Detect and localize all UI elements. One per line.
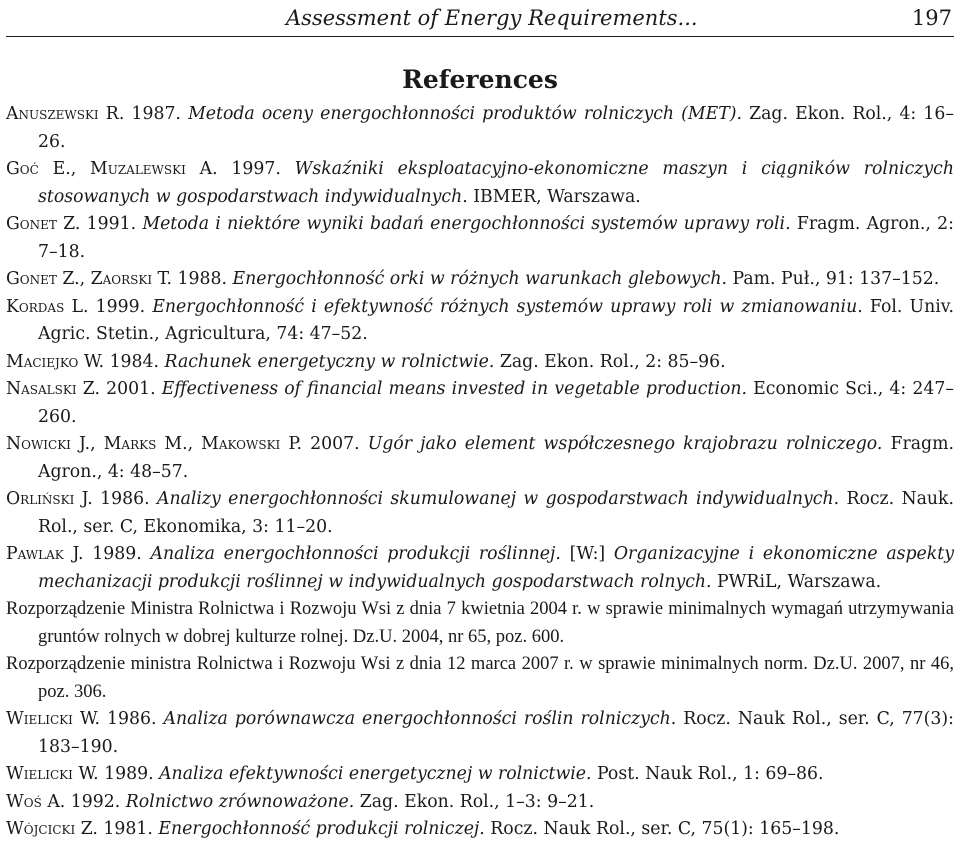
reference-year: 1986. — [100, 489, 150, 509]
reference-year: 1986. — [107, 709, 157, 729]
reference-year: 1984. — [109, 351, 160, 372]
reference-authors: Gonet Z. — [6, 214, 81, 234]
reference-source: PWRiL, Warszawa. — [717, 571, 882, 592]
reference-entry — [6, 156, 954, 211]
reference-title: Ugór jako element współczesnego krajobrazu rolniczego. — [367, 434, 883, 454]
reference-list — [6, 101, 954, 844]
reference-entry — [6, 101, 954, 156]
reference-source: Rocz. Nauk Rol., ser. C, 75(1): 165–198. — [490, 819, 840, 839]
reference-authors: Gonet Z., Zaorski T. — [6, 269, 173, 289]
reference-title: Energochłonność orki w różnych warunkach glebowych. — [232, 269, 727, 289]
reference-year: 1997. — [231, 159, 281, 179]
reference-source: Pam. Puł., 91: 137–152. — [732, 269, 940, 289]
reference-source: Fragm. Agron., 4: 48–57. — [38, 434, 954, 482]
reference-authors: Woś A. — [6, 791, 66, 812]
reference-title: Effectiveness of financial means invested in vegetable production. — [161, 379, 747, 399]
reference-entry — [6, 294, 954, 349]
reference-text: Rozporządzenie Ministra Rolnictwa i Rozwoju Wsi z dnia 7 kwietnia 2004 r. w sprawie minimalnych wymagań utrzymywania gruntów rolnych w dobrej kulturze rolnej. Dz.U. 2004, nr 65, poz. 600. — [6, 599, 954, 647]
page-number: 197 — [911, 6, 952, 30]
reference-entry — [6, 596, 954, 651]
reference-entry — [6, 376, 954, 431]
reference-authors: Nasalski Z. — [6, 379, 100, 399]
reference-source: Fol. Univ. Agric. Stetin., Agricultura, 74: 47–52. — [38, 296, 954, 344]
reference-authors: Anuszewski R. — [6, 104, 125, 124]
reference-entry — [6, 761, 954, 789]
reference-book-title: Organizacyjne i ekonomiczne aspekty mechanizacji produkcji roślinnej w indywidualnych gospodarstwach rolnych. — [38, 544, 954, 592]
reference-title: Analiza porównawcza energochłonności roślin rolniczych. — [163, 709, 677, 729]
reference-entry — [6, 349, 954, 377]
reference-year: 1989. — [92, 544, 142, 564]
section-title: References — [402, 65, 558, 94]
reference-source: IBMER, Warszawa. — [473, 186, 641, 207]
reference-year: 2001. — [106, 379, 156, 399]
reference-entry — [6, 431, 954, 486]
reference-authors: Maciejko W. — [6, 351, 105, 372]
reference-authors: Pawlak J. — [6, 544, 84, 564]
reference-title: Rachunek energetyczny w rolnictwie. — [164, 351, 495, 372]
reference-year: 1987. — [131, 104, 181, 124]
reference-authors: Wielicki W. — [6, 709, 101, 729]
reference-title: Analiza energochłonności produkcji roślinnej. — [150, 544, 561, 564]
reference-year: 1988. — [177, 269, 228, 289]
reference-year: 1999. — [95, 296, 146, 317]
reference-in: [W:] — [569, 544, 606, 564]
reference-title: Metoda i niektóre wyniki badań energochłonności systemów uprawy roli. — [142, 214, 791, 234]
reference-year: 1991. — [86, 214, 137, 234]
reference-title: Analiza efektywności energetycznej w rolnictwie. — [159, 764, 592, 784]
reference-title: Wskaźniki eksploatacyjno-ekonomiczne maszyn i ciągników rolniczych stosowanych w gospodarstwach indywidualnych. — [38, 159, 954, 207]
reference-source: Fragm. Agron., 2: 7–18. — [38, 214, 954, 262]
reference-authors: Wójcicki Z. — [6, 819, 98, 839]
reference-source: Economic Sci., 4: 247–260. — [38, 379, 954, 427]
reference-title: Energochłonność produkcji rolniczej. — [158, 819, 485, 839]
running-header — [6, 0, 954, 37]
reference-entry — [6, 816, 954, 844]
reference-source: Post. Nauk Rol., 1: 69–86. — [597, 764, 824, 784]
reference-source: Zag. Ekon. Rol., 2: 85–96. — [499, 351, 726, 372]
reference-year: 2007. — [310, 434, 360, 454]
reference-authors: Nowicki J., Marks M., Makowski P. — [6, 434, 303, 454]
running-title: Assessment of Energy Requirements... — [286, 6, 698, 30]
reference-authors: Wielicki W. — [6, 764, 99, 784]
reference-title: Rolnictwo zrównoważone. — [125, 791, 355, 812]
reference-entry — [6, 789, 954, 817]
reference-entry — [6, 541, 954, 596]
reference-entry — [6, 706, 954, 761]
reference-authors: Kordas L. — [6, 296, 89, 317]
reference-year: 1992. — [70, 791, 121, 812]
reference-source: Rocz. Nauk. Rol., ser. C, Ekonomika, 3: 11–20. — [38, 489, 954, 537]
reference-entry — [6, 486, 954, 541]
reference-entry — [6, 651, 954, 706]
reference-text: Rozporządzenie ministra Rolnictwa i Rozwoju Wsi z dnia 12 marca 2007 r. w sprawie minimalnych norm. Dz.U. 2007, nr 46, poz. 306. — [6, 654, 954, 702]
reference-authors: Orliński J. — [6, 489, 93, 509]
reference-year: 1989. — [104, 764, 154, 784]
reference-source: Zag. Ekon. Rol., 1–3: 9–21. — [359, 791, 595, 812]
reference-authors: Goć E., Muzalewski A. — [6, 159, 218, 179]
reference-title: Metoda oceny energochłonności produktów rolniczych (MET). — [188, 104, 742, 124]
reference-title: Energochłonność i efektywność różnych systemów uprawy roli w zmianowaniu. — [152, 296, 863, 317]
reference-title: Analizy energochłonności skumulowanej w gospodarstwach indywidualnych. — [156, 489, 840, 509]
reference-year: 1981. — [103, 819, 153, 839]
reference-source: Rocz. Nauk Rol., ser. C, 77(3): 183–190. — [38, 709, 954, 757]
reference-source: Zag. Ekon. Rol., 4: 16–26. — [38, 104, 955, 152]
reference-entry — [6, 211, 954, 266]
reference-entry — [6, 266, 954, 294]
